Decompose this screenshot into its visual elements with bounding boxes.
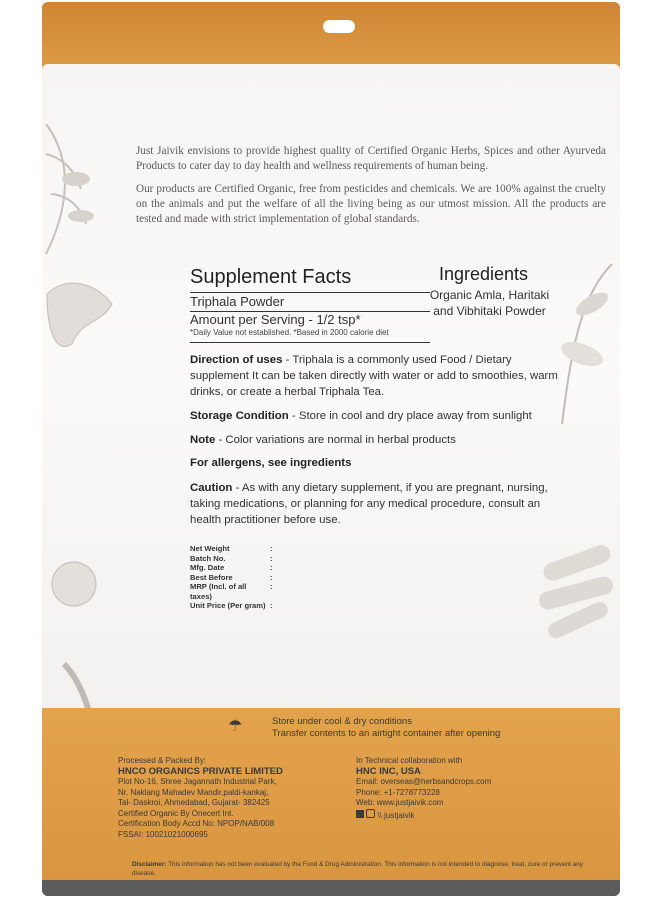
info-row: Best Before : — [190, 572, 273, 582]
care-line-1: Store under cool & dry conditions — [272, 716, 412, 727]
leaf-illustration-right — [522, 254, 620, 434]
info-row: Mfg. Date : — [190, 563, 273, 572]
directions-text: Direction of uses - Triphala is a commonly used Food / Dietary supplement It can be taken directly with water or add to smoothies, warm drinks, or create a herbal Triphala Tea. — [190, 354, 558, 398]
ingredients-title: Ingredients — [439, 264, 529, 284]
pouch-top-band — [42, 2, 620, 72]
root-illustration-right — [532, 534, 620, 644]
pouch-bottom-band — [42, 880, 620, 896]
collab-name: HNC INC, USA — [356, 765, 421, 777]
intro-paragraph-2: Our products are Certified Organic, free from pesticides and chemicals. We are 100% against the cruelty on the animals and put the welfare of all the living being as our utmost mission. All the products are tested and made with strict implementation of global standards. — [136, 183, 606, 225]
instagram-icon — [366, 809, 375, 818]
packer-address: Processed & Packed By: HNCO ORGANICS PRIVATE LIMITED Plot No-16, Shree Jagannath Industrial Park, Nr. Naklang Mahadev Mandir,paldi-kankaj, Tal- Daskroi, Ahmedabad, Gujarat- 382425 Certified Organic By Onecert Int. Certification Body Accd No: NPOP/NAB/008 FSSAI: 10021021000695 — [118, 756, 358, 840]
storage-symbol-icon: ☂︎ — [228, 718, 243, 735]
info-row: Net Weight : — [190, 544, 273, 553]
caution-text: Caution - As with any dietary supplement, if you are pregnant, nursing, taking medications, or planning for any medical procedure, consult an health practitioner before use. — [190, 482, 548, 526]
product-pouch — [42, 2, 620, 896]
storage-label: Storage Condition — [190, 410, 289, 422]
product-name: Triphala Powder — [190, 294, 285, 309]
facebook-icon — [356, 810, 364, 818]
disclaimer: Disclaimer: This information has not been evaluated by the Food & Drug Administration. This information is not intended to diagnose, treat, cure or prevent any disease. — [132, 861, 583, 877]
info-row: Batch No. : — [190, 553, 273, 563]
divider — [190, 292, 430, 293]
daily-value-note: *Daily Value not established. *Based in 2000 calorie diet — [190, 328, 389, 337]
info-row: Unit Price (Per gram) : — [190, 601, 273, 610]
storage-text: Storage Condition - Store in cool and dry place away from sunlight — [190, 410, 532, 422]
note-label: Note — [190, 434, 216, 446]
ingredients-text: Organic Amla, Haritaki and Vibhitaki Powder — [429, 288, 550, 318]
allergens-text: For allergens, see ingredients — [190, 457, 352, 469]
intro-paragraph-1: Just Jaivik envisions to provide highest quality of Certified Organic Herbs, Spices and other Ayurveda Products to cater day to day health and wellness requirements of human being. — [136, 145, 606, 172]
social-handles: \\ justjaivik — [356, 809, 586, 822]
ginger-illustration — [42, 264, 122, 384]
supplement-facts-title: Supplement Facts — [190, 266, 352, 288]
care-line-2: Transfer contents to an airtight container after opening — [272, 728, 501, 739]
note-text: Note - Color variations are normal in herbal products — [190, 434, 456, 446]
divider — [190, 342, 430, 343]
info-row: MRP (Incl. of all taxes) : — [190, 582, 273, 601]
caution-label: Caution — [190, 482, 233, 494]
directions-label: Direction of uses — [190, 354, 283, 366]
packer-name: HNCO ORGANICS PRIVATE LIMITED — [118, 765, 283, 777]
hang-hole — [323, 20, 355, 33]
batch-info-list — [190, 544, 273, 611]
serving-size: Amount per Serving - 1/2 tsp* — [190, 312, 361, 327]
collaboration-info: In Technical collaboration with HNC INC, USA Email: overseas@herbsandcrops.com Phone: +1-7278773228 Web: www.justjaivik.com \\ justjaivik — [356, 756, 586, 821]
